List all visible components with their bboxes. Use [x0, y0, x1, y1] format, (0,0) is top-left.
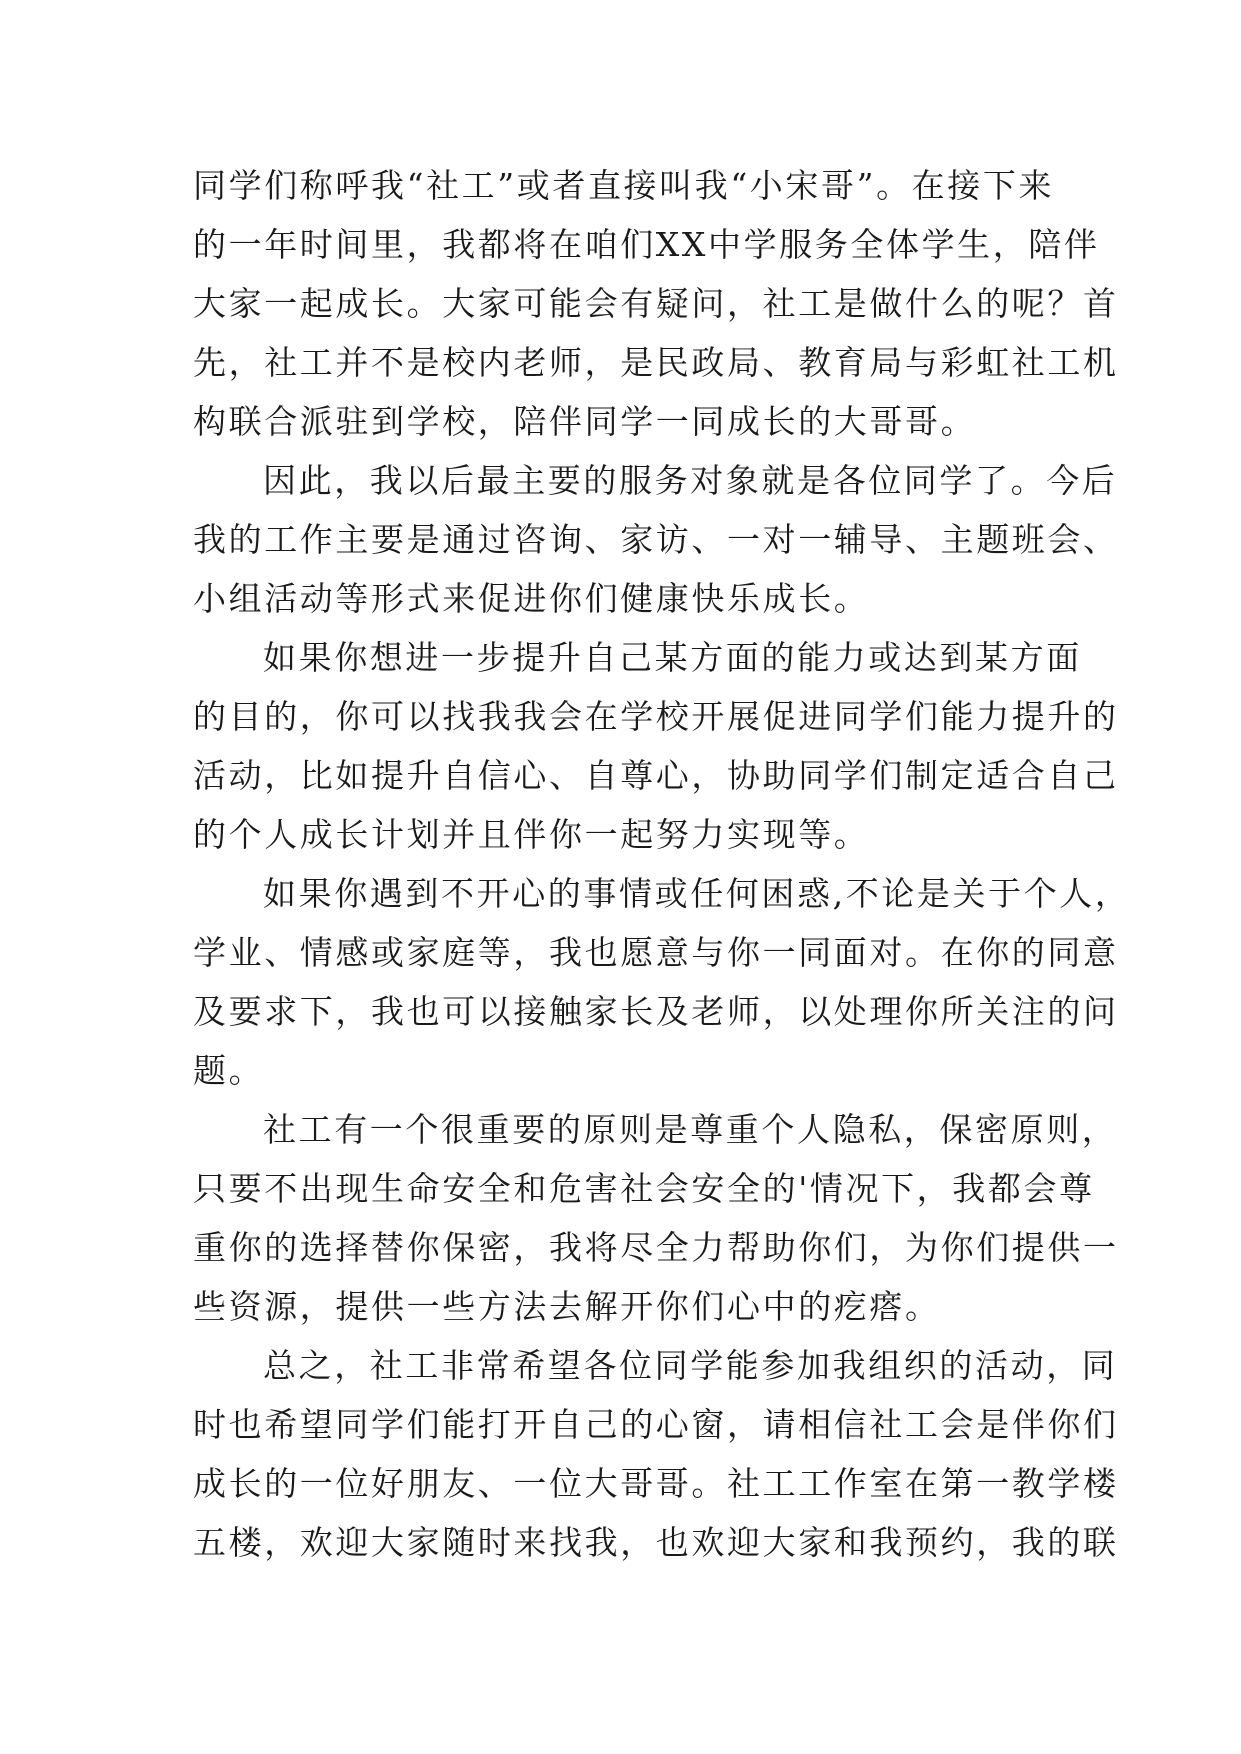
- paragraph-start-line: 总之，社工非常希望各位同学能参加我组织的活动，同: [263, 1346, 1118, 1385]
- text-line: 同学们称呼我“社工”或者直接叫我“小宋哥”。在接下来: [193, 166, 1055, 205]
- text-line: 小组活动等形式来促进你们健康快乐成长。: [193, 579, 870, 618]
- text-line: 成长的一位好朋友、一位大哥哥。社工工作室在第一教学楼: [193, 1464, 1119, 1503]
- text-line: 活动，比如提升自信心、自尊心，协助同学们制定适合自己: [193, 756, 1119, 795]
- text-line: 重你的选择替你保密，我将尽全力帮助你们，为你们提供一: [193, 1228, 1119, 1267]
- text-line: 的一年时间里，我都将在咱们XX中学服务全体学生，陪伴: [193, 225, 1100, 264]
- text-line: 构联合派驻到学校，陪伴同学一同成长的大哥哥。: [193, 402, 977, 441]
- document-body: [193, 156, 1131, 1572]
- text-line: 的个人成长计划并且伴你一起努力实现等。: [193, 815, 870, 854]
- text-line: 及要求下，我也可以接触家长及老师，以处理你所关注的问: [193, 992, 1119, 1031]
- paragraph-start-line: 如果你想进一步提升自己某方面的能力或达到某方面: [263, 638, 1082, 677]
- paragraph-start-line: 因此，我以后最主要的服务对象就是各位同学了。今后: [263, 461, 1118, 500]
- text-line: 先，社工并不是校内老师，是民政局、教育局与彩虹社工机: [193, 343, 1119, 382]
- text-line: 我的工作主要是通过咨询、家访、一对一辅导、主题班会、: [193, 520, 1119, 559]
- paragraph-start-line: 如果你遇到不开心的事情或任何困惑,不论是关于个人，: [263, 874, 1131, 913]
- text-line: 大家一起成长。大家可能会有疑问，社工是做什么的呢？首: [193, 284, 1119, 323]
- text-line: 学业、情感或家庭等，我也愿意与你一同面对。在你的同意: [193, 933, 1119, 972]
- text-line: 题。: [193, 1051, 265, 1090]
- text-line: 只要不出现生命安全和危害社会安全的'情况下，我都会尊: [193, 1169, 1095, 1208]
- paragraph-start-line: 社工有一个很重要的原则是尊重个人隐私，保密原则，: [263, 1110, 1118, 1149]
- text-line: 时也希望同学们能打开自己的心窗，请相信社工会是伴你们: [193, 1405, 1119, 1444]
- text-line: 些资源，提供一些方法去解开你们心中的疙瘩。: [193, 1287, 941, 1326]
- text-line: 五楼，欢迎大家随时来找我，也欢迎大家和我预约，我的联: [193, 1523, 1119, 1562]
- text-line: 的目的，你可以找我我会在学校开展促进同学们能力提升的: [193, 697, 1119, 736]
